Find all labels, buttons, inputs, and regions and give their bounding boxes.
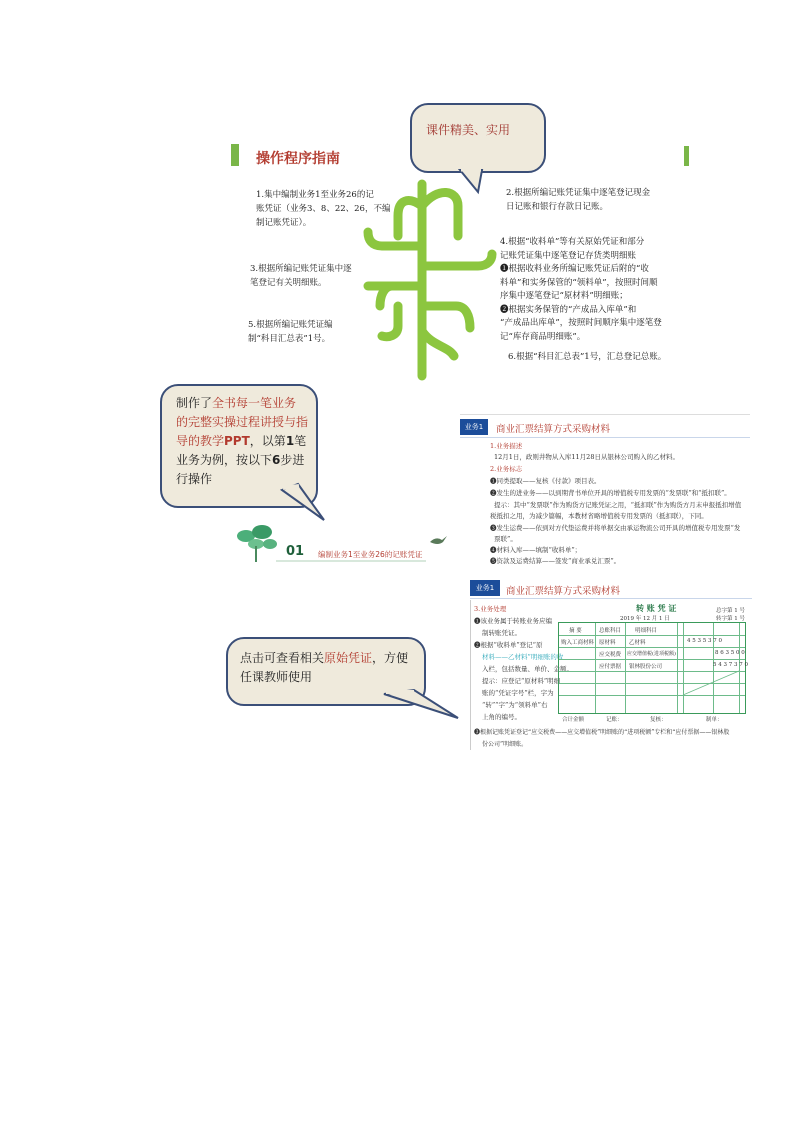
callout-mid-part: 步进行操作 <box>176 453 305 486</box>
slide1-section1: 1.业务描述 <box>490 442 523 450</box>
caption-number: 01 <box>286 544 305 559</box>
callout-bot-part: 点击可查看相关 <box>240 651 325 665</box>
guide-left-bar <box>231 144 239 166</box>
slide2-left-line: 上角的编号。 <box>482 713 521 721</box>
step-4-line: ❷根据实务保管的“产成品入库单”和 <box>500 304 637 315</box>
voucher-title: 转 账 凭 证 <box>636 603 677 613</box>
voucher-row2-account: 应交税费 <box>599 652 622 658</box>
voucher-amount-2: 8 6 3 5 0 0 <box>715 650 745 656</box>
slide2-left-edge <box>470 600 471 750</box>
voucher-row3-account: 应付票据 <box>599 664 622 670</box>
callout-top-text: 课件精美、实用 <box>426 123 511 137</box>
callout-mid-text <box>176 394 308 489</box>
slide2-left-line: 账的“凭证字号”栏，字为 <box>482 689 554 697</box>
step-3 <box>250 262 352 290</box>
slide2-bottom-line: ❸根据记账凭证登记“应交税费——应交增值税”明细账的“进项税额”专栏和“应付票据——银林股 <box>474 729 730 736</box>
step-2 <box>506 186 650 214</box>
step-4-line: “产成品出库单”，按照时间顺序集中逐笔登 <box>500 318 662 328</box>
slide1-title: 商业汇票结算方式采购材料 <box>496 424 611 435</box>
step-4-line: 记“库存商品明细账”。 <box>500 331 586 342</box>
guide-right-bar <box>684 146 689 166</box>
slide2-left-line: ❶该业务属于转账业务应编 <box>474 617 552 625</box>
step-4 <box>500 236 662 344</box>
guide-title: 操作程序指南 <box>256 151 340 167</box>
step-1-line: 制记账凭证）。 <box>256 218 312 228</box>
plant-icon <box>232 522 282 562</box>
slide1-title-underline <box>460 437 750 438</box>
callout-mid-part: 1 <box>285 434 295 448</box>
callout-bot-tail <box>384 690 464 730</box>
slide-business-1-part2 <box>470 578 752 758</box>
voucher-row1-summary: 购入工商材料 <box>561 640 595 646</box>
callout-bot-highlight[interactable]: 原始凭证 <box>324 651 373 665</box>
slide2-left-line: 材料——乙材料”明细账的收 <box>482 653 564 661</box>
step-5-line: 5.根据所编记账凭证编 <box>248 320 333 330</box>
step-2-line: 2.根据所编记账凭证集中逐笔登记现金 <box>506 188 651 198</box>
voucher-diagonal <box>559 623 745 713</box>
slide2-left-line: 制转账凭证。 <box>482 629 521 637</box>
caption-underline <box>276 560 426 562</box>
step-1 <box>256 188 390 230</box>
step-6 <box>508 350 666 364</box>
voucher-table <box>558 622 746 714</box>
callout-mid-highlight: 全书每一笔业务的完整实操过程讲授与指导的教学 <box>176 396 309 448</box>
slide2-left-line: ❷根据“收料单”登记“原 <box>474 641 543 649</box>
slide1-line: ❹材料入库——填制“收料单”； <box>490 546 582 554</box>
slide2-left-line: 入栏，包括数量、单价、金额。 <box>482 665 573 673</box>
slide1-line: ❷发生的进业务——以到期背书单位开具的增值税专用发票的“发票联”和“抵扣联”。 <box>490 489 731 497</box>
slide1-line: 税抵扣之用，为减少篇幅，本教材省略增值税专用发票的（抵扣联），下同。 <box>490 512 708 520</box>
voucher-number: 总字第 1 号 <box>716 608 745 614</box>
voucher-row2-detail: 应交增值税(进项税额) <box>627 651 676 657</box>
slide1-line: ❶同类提取——复核《付款》项目表。 <box>490 477 601 485</box>
slide1-section2: 2.业务标志 <box>490 465 523 473</box>
slide1-line: 票联”。 <box>494 535 517 543</box>
voucher-date: 2019 年 12 月 1 日 <box>620 616 670 622</box>
voucher-amount-3: 5 4 3 7 3 7 0 <box>713 662 748 668</box>
voucher-col-summary: 摘 要 <box>569 628 582 634</box>
step-1-line: 账凭证（业务3、8、22、26，不编 <box>256 204 391 214</box>
callout-mid-part: ，以第 <box>249 434 286 448</box>
callout-course-quality <box>410 103 546 173</box>
slide1-line: ❸发生运费——依到对方代垫运费并将单据交由承运物流公司开具的增值税专用发票“发 <box>490 524 741 532</box>
hummingbird-icon <box>428 532 448 548</box>
step-4-line: 序集中逐笔登记“原材料”明细账； <box>500 291 628 301</box>
step-5 <box>248 318 333 346</box>
step-3-line: 3.根据所编记账凭证集中逐 <box>250 264 352 274</box>
slide2-left-line: “转”“字”为“领料单”右 <box>482 701 548 709</box>
step-4-line: 料单”和实务保管的“领料单”，按照时间顺 <box>500 277 658 288</box>
callout-mid-part: 制作了 <box>176 396 213 410</box>
step-4-line: 4.根据“收料单”等有关原始凭证和部分 <box>500 237 645 247</box>
callout-mid-part: 6 <box>272 453 281 467</box>
caption-bar <box>232 528 432 566</box>
callout-bot-text <box>240 649 420 687</box>
slide2-bottom-line: 份公司”明细账。 <box>482 741 528 748</box>
step-6-line: 6.根据“科目汇总表”1号，汇总登记总账。 <box>508 352 667 362</box>
slide1-desc: 12月1日，政则井物从入库11月28日从银林公司购入的乙材料。 <box>494 453 679 461</box>
step-4-line: ❶根据收料业务所编记账凭证后附的“收 <box>500 264 649 274</box>
slide1-tag: 业务1 <box>460 419 488 435</box>
step-3-line: 笔登记有关明细账。 <box>250 278 327 288</box>
slide1-line: ❺资款及运费结算——签发“商业承兑汇票”。 <box>490 557 621 565</box>
callout-mid-part: 笔业务为例，按以下 <box>176 434 307 467</box>
voucher-amount-1: 4 5 3 5 3 7 0 <box>687 638 722 644</box>
voucher-row3-detail: 银林股份公司 <box>629 664 663 670</box>
slide1-line: 提示：其中“发票联”作为购货方记账凭证之用，“抵扣联”作为购货方月末申报抵扣增值 <box>494 501 742 509</box>
step-1-line: 1.集中编制业务1至业务26的记 <box>256 190 374 200</box>
callout-mid-tail <box>280 484 340 524</box>
step-4-line: 记账凭证集中逐笔登记存货类明细账 <box>500 250 637 261</box>
slide2-section: 3.业务处理 <box>474 605 507 613</box>
voucher-footer-account: 记账： <box>606 717 623 723</box>
voucher-row1-account: 原材料 <box>599 640 616 646</box>
slide2-left-line: 提示：应登记“原材料”明细 <box>482 677 561 685</box>
voucher-col-account: 总账科目 <box>599 628 622 634</box>
slide2-title: 商业汇票结算方式采购材料 <box>506 586 621 597</box>
callout-mid-highlight: PPT <box>224 434 250 448</box>
slide-business-1-part1 <box>460 414 750 567</box>
slide2-title-underline <box>470 598 752 599</box>
voucher-row1-detail: 乙材料 <box>629 640 646 646</box>
caption-text: 编制业务1至业务26的记账凭证 <box>318 550 423 559</box>
voucher-number-2: 转字第 1 号 <box>716 616 745 622</box>
voucher-col-detail: 明细科目 <box>635 628 658 634</box>
voucher-footer-review: 复核： <box>650 717 667 723</box>
voucher-footer-prep: 制单： <box>706 717 723 723</box>
step-5-line: 制“科目汇总表”1号。 <box>248 334 331 344</box>
callout-bot-part: ，方便任课教师使用 <box>240 651 409 684</box>
voucher-footer-total: 合计金额 <box>562 717 585 723</box>
step-2-line: 日记账和银行存款日记账。 <box>506 202 609 212</box>
slide2-tag: 业务1 <box>470 580 500 596</box>
